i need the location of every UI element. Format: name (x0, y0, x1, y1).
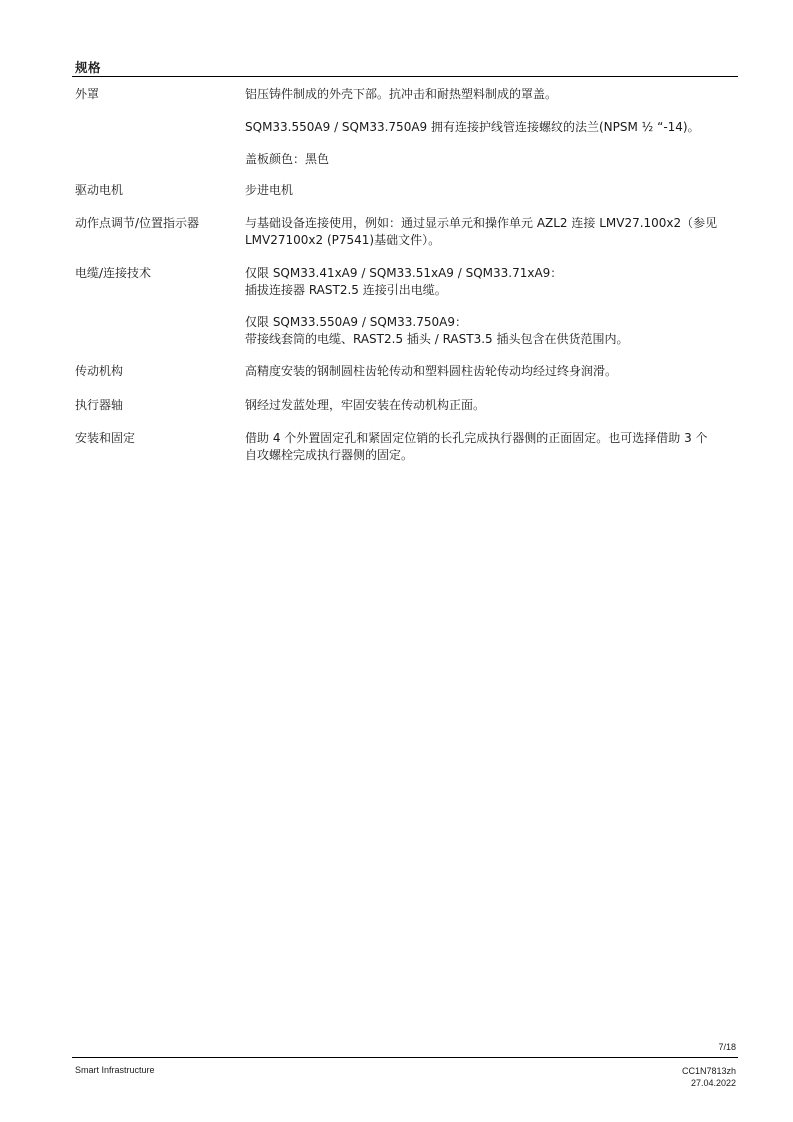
spec-label: 执行器轴 (75, 398, 124, 412)
spec-label: 驱动电机 (75, 183, 124, 197)
footer-date: 27.04.2022 (690, 1078, 736, 1088)
spec-label: 安装和固定 (75, 431, 136, 445)
spec-paragraph (245, 119, 700, 136)
spec-paragraph (245, 314, 629, 348)
spec-paragraph (245, 182, 293, 199)
spec-line: 借助 4 个外置固定孔和紧固定位销的长孔完成执行器侧的正面固定。也可选择借助 3 个 (245, 431, 708, 445)
spec-paragraph (245, 363, 617, 380)
page-number: 7/18 (718, 1042, 736, 1052)
spec-line: 步进电机 (245, 183, 294, 197)
spec-line: 自攻螺栓完成执行器侧的固定。 (245, 448, 414, 462)
spec-paragraph (245, 86, 557, 103)
spec-line: 仅限 SQM33.550A9 / SQM33.750A9： (245, 315, 467, 329)
footer-rule (72, 1057, 738, 1058)
footer-doc-info (682, 1065, 736, 1089)
section-title-rule (72, 76, 738, 77)
spec-label: 动作点调节/位置指示器 (75, 216, 200, 230)
spec-paragraph (245, 430, 708, 464)
spec-label: 传动机构 (75, 364, 124, 378)
spec-line: SQM33.550A9 / SQM33.750A9 拥有连接护线管连接螺纹的法兰(NPSM ½ “-14)。 (245, 120, 700, 134)
footer-doc-id: CC1N7813zh (681, 1066, 736, 1076)
spec-paragraph (245, 397, 485, 414)
footer-company: Smart Infrastructure (75, 1065, 155, 1075)
spec-line: 高精度安装的钢制圆柱齿轮传动和塑料圆柱齿轮传动均经过终身润滑。 (245, 364, 618, 378)
spec-line: 铝压铸件制成的外壳下部。抗冲击和耐热塑料制成的罩盖。 (245, 87, 558, 101)
spec-label: 电缆/连接技术 (75, 266, 152, 280)
spec-paragraph (245, 215, 717, 249)
section-title: 规格 (75, 60, 102, 75)
spec-line: 钢经过发蓝处理，牢固安装在传动机构正面。 (245, 398, 486, 412)
spec-paragraph (245, 151, 329, 168)
spec-line: 与基础设备连接使用，例如：通过显示单元和操作单元 AZL2 连接 LMV27.100x2（参见 (245, 216, 718, 230)
spec-label: 外罩 (75, 87, 100, 101)
spec-line: 插拔连接器 RAST2.5 连接引出电缆。 (245, 283, 447, 297)
spec-line: 仅限 SQM33.41xA9 / SQM33.51xA9 / SQM33.71xA9： (245, 266, 563, 280)
spec-line: 盖板颜色：黑色 (245, 152, 330, 166)
spec-line: 带接线套筒的电缆、RAST2.5 插头 / RAST3.5 插头包含在供货范围内。 (245, 332, 629, 346)
spec-paragraph (245, 265, 562, 299)
spec-line: LMV27100x2 (P7541)基础文件）。 (245, 233, 441, 247)
